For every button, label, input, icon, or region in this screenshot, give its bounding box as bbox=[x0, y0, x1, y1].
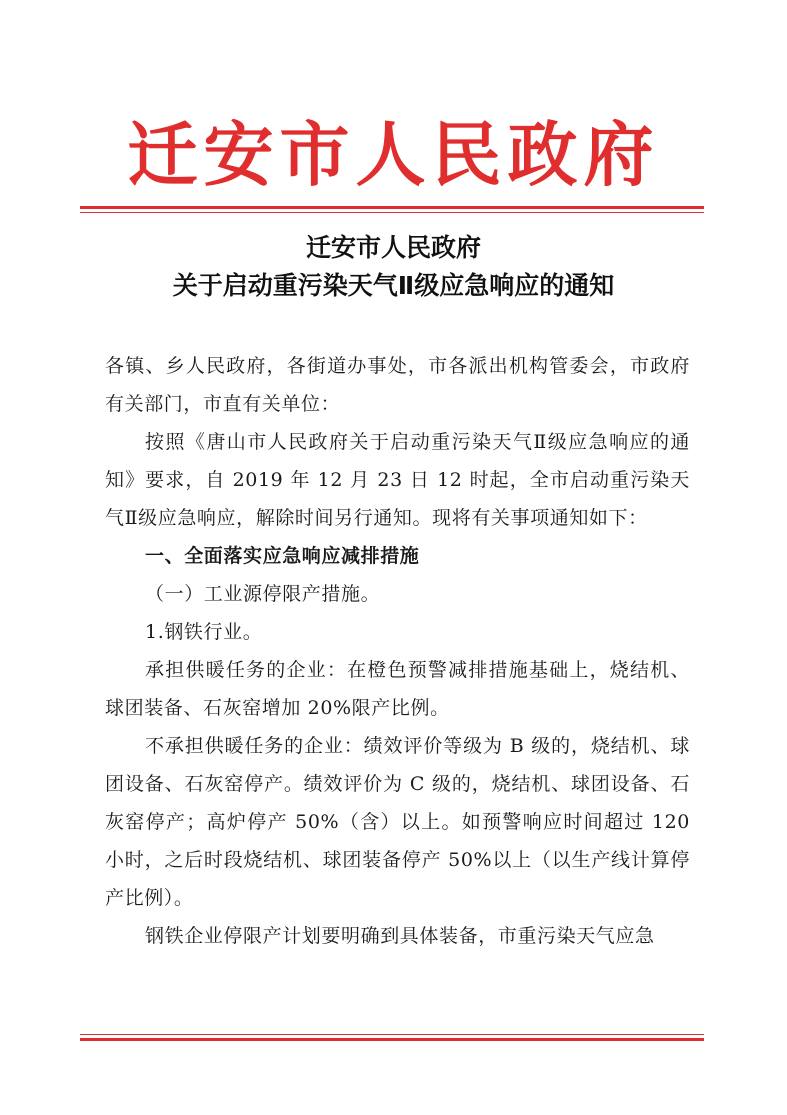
production-plan-paragraph: 钢铁企业停限产计划要明确到具体装备，市重污染天气应急 bbox=[145, 925, 655, 947]
nonheating-enterprise-paragraph: 不承担供暖任务的企业：绩效评价等级为 B 级的，烧结机、球团设备、石灰窑停产。绩效评价为 C 级的，烧结机、球团设备、石灰窑停产；高炉停产 50%（含）以上。如预警响应时间超过 120 小时，之后时段烧结机、球团装备停产 50%以上（以生产线计算停产比例）。 bbox=[105, 735, 690, 909]
letterhead-rule-thin bbox=[80, 212, 704, 213]
footer-rule-thin bbox=[80, 1034, 704, 1035]
section-heading: 一、全面落实应急响应减排措施 bbox=[145, 545, 420, 567]
item-heading: 1.钢铁行业。 bbox=[145, 621, 263, 643]
document-title-line1: 迁安市人民政府 bbox=[305, 233, 481, 262]
addressee-paragraph: 各镇、乡人民政府，各街道办事处，市各派出机构管委会，市政府有关部门，市直有关单位： bbox=[105, 355, 690, 415]
letterhead-title: 迁安市人民政府 bbox=[127, 113, 660, 196]
document-title-line2: 关于启动重污染天气Ⅱ级应急响应的通知 bbox=[172, 271, 615, 300]
subsection-heading: （一）工业源停限产措施。 bbox=[145, 583, 381, 605]
letterhead-rule-thick bbox=[80, 206, 704, 209]
intro-paragraph: 按照《唐山市人民政府关于启动重污染天气Ⅱ级应急响应的通知》要求，自 2019 年 12 月 23 日 12 时起，全市启动重污染天气Ⅱ级应急响应，解除时间另行通知。现将有关事项通知如下： bbox=[105, 431, 690, 529]
footer-rule-thick bbox=[80, 1038, 704, 1041]
heating-enterprise-paragraph: 承担供暖任务的企业：在橙色预警减排措施基础上，烧结机、球团装备、石灰窑增加 20%限产比例。 bbox=[105, 659, 690, 719]
